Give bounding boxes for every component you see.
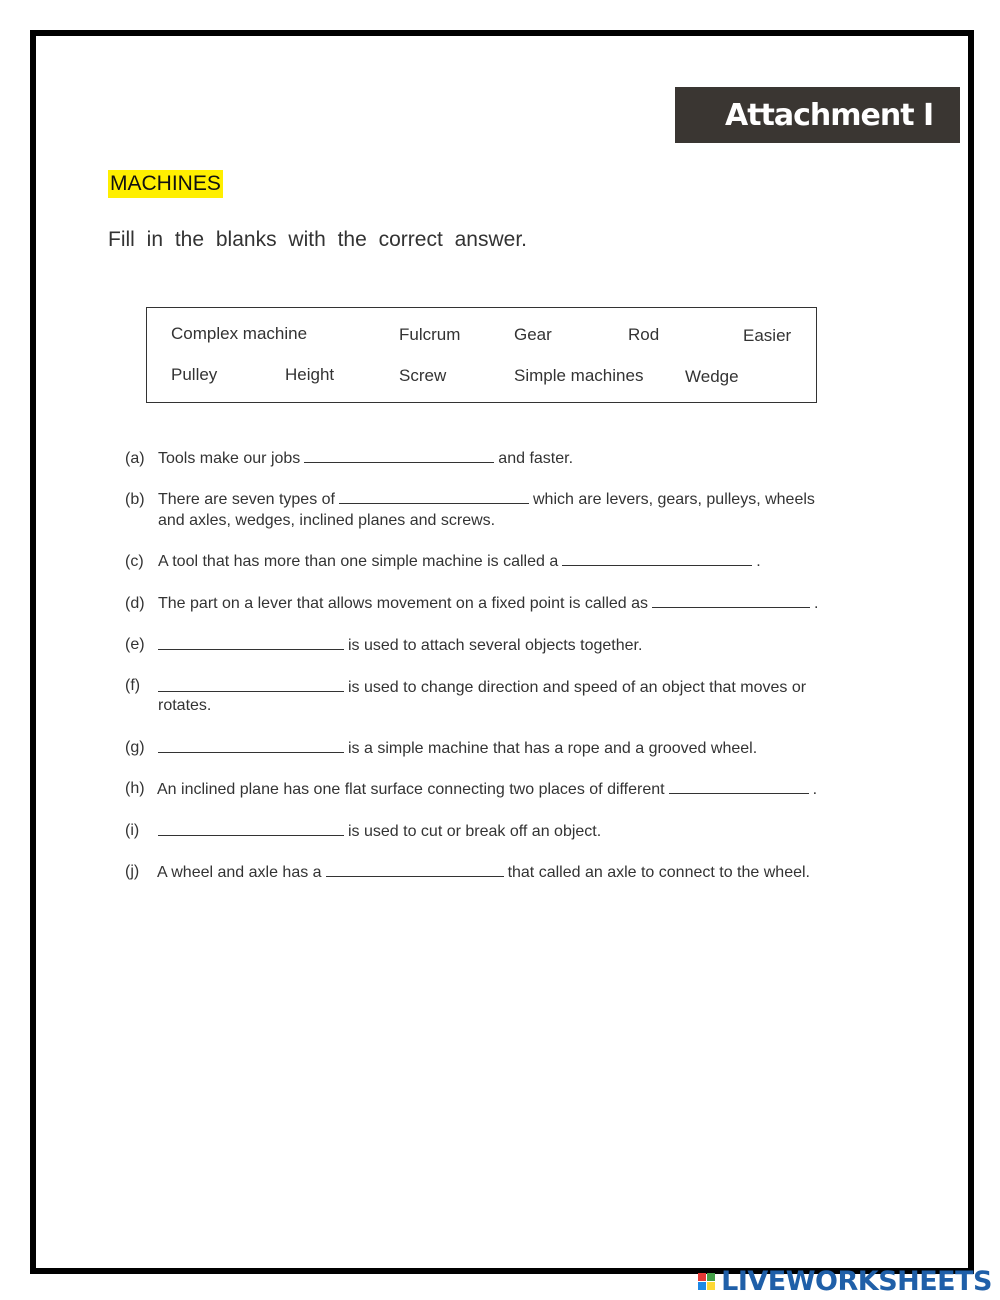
question-text: . [812, 781, 818, 798]
answer-blank[interactable] [158, 691, 344, 692]
question-text: An inclined plane has one flat surface connecting two places of different [157, 781, 665, 798]
logo-square [707, 1282, 715, 1290]
answer-blank[interactable] [652, 607, 810, 608]
question-label: (h) [125, 780, 145, 797]
question-label: (i) [125, 822, 140, 839]
word-bank-item: Complex machine [171, 324, 308, 343]
attachment-banner-text: Attachment I [725, 97, 934, 133]
answer-blank[interactable] [326, 876, 504, 877]
question-text: is used to cut or break off an object. [348, 823, 602, 840]
word-bank-item: Gear [514, 325, 552, 344]
answer-blank[interactable] [158, 835, 344, 836]
logo-square [698, 1273, 706, 1281]
answer-blank[interactable] [339, 503, 529, 504]
question-a [158, 450, 573, 468]
word-bank-item: Fulcrum [399, 325, 461, 344]
question-text: There are seven types of [158, 491, 335, 508]
word-bank-item: Rod [628, 325, 660, 344]
word-bank-item: Easier [743, 326, 792, 345]
liveworksheets-logo[interactable] [698, 1266, 992, 1296]
word-bank [146, 307, 817, 403]
question-text: A wheel and axle has a [157, 864, 322, 881]
question-i [158, 823, 601, 841]
question-label: (d) [125, 595, 145, 612]
question-b-continuation: and axles, wedges, inclined planes and screws. [158, 512, 496, 529]
question-text: is a simple machine that has a rope and a grooved wheel. [348, 740, 758, 757]
question-b [158, 491, 815, 509]
question-f-continuation: rotates. [158, 697, 212, 714]
question-text: . [814, 595, 819, 612]
question-g [158, 740, 757, 758]
question-text: which are levers, gears, pulleys, wheels [532, 491, 815, 508]
answer-blank[interactable] [304, 462, 494, 463]
logo-square [707, 1273, 715, 1281]
instruction-text: Fill in the blanks with the correct answer. [108, 228, 527, 251]
answer-blank[interactable] [562, 565, 752, 566]
word-bank-item: Height [285, 365, 335, 384]
question-f [158, 679, 806, 697]
question-d [158, 595, 819, 613]
logo-square [698, 1282, 706, 1290]
page-title: MACHINES [108, 170, 223, 198]
question-text: The part on a lever that allows movement on a fixed point is called as [158, 595, 649, 612]
answer-blank[interactable] [669, 793, 809, 794]
question-e [158, 637, 642, 655]
question-label: (e) [125, 636, 145, 653]
question-h [157, 781, 817, 799]
question-label: (j) [125, 863, 140, 880]
question-text: is used to change direction and speed of an object that moves or [348, 679, 807, 696]
word-bank-item: Simple machines [514, 366, 644, 385]
liveworksheets-brand-text: LIVEWORKSHEETS [721, 1265, 992, 1297]
question-text: and faster. [498, 450, 574, 467]
question-label: (c) [125, 553, 144, 570]
question-text: Tools make our jobs [158, 450, 301, 467]
liveworksheets-logo-icon [698, 1273, 715, 1290]
question-label: (b) [125, 491, 145, 508]
question-text: . [756, 553, 761, 570]
word-bank-item: Pulley [171, 365, 218, 384]
question-label: (g) [125, 739, 145, 756]
answer-blank[interactable] [158, 649, 344, 650]
question-text: A tool that has more than one simple machine is called a [158, 553, 559, 570]
question-text: that called an axle to connect to the wheel. [507, 864, 810, 881]
question-label: (a) [125, 450, 145, 467]
attachment-banner [675, 87, 960, 143]
question-c [158, 553, 761, 571]
answer-blank[interactable] [158, 752, 344, 753]
word-bank-item: Screw [399, 366, 447, 385]
question-j [157, 864, 810, 882]
question-text: is used to attach several objects together. [348, 637, 643, 654]
question-label: (f) [125, 677, 141, 694]
word-bank-item: Wedge [685, 367, 739, 386]
